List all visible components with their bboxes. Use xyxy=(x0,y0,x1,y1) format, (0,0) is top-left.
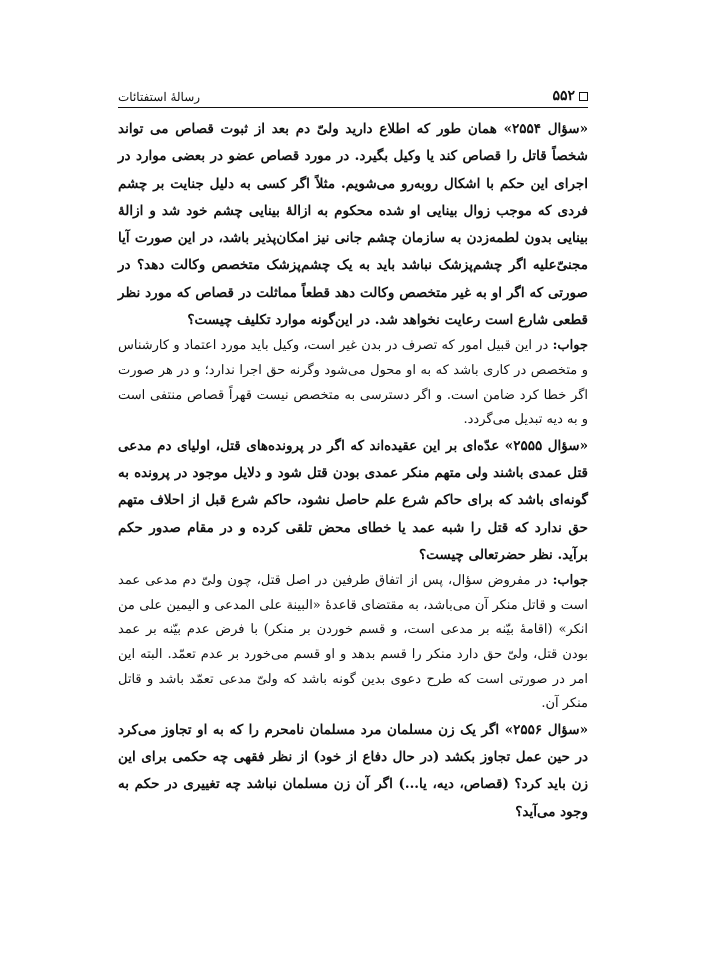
question-label: «سؤال ۲۵۵۴» xyxy=(503,121,589,137)
page-header xyxy=(118,82,588,104)
page-number: ۵۵۲ xyxy=(552,88,575,104)
page-number-group xyxy=(552,88,588,104)
question-text: عدّه‌ای بر این عقیده‌اند که اگر در پرونده‌های قتل، اولیای دم مدعی قتل عمدی باشند ولی متهم منکر عمدی بودن قتل شود و دلایل موجود در پرونده به گونه‌ای باشد که برای حاکم شرع علم حاصل نشود، حاکم شرع قبل از احلاف متهم حق ندارد که قتل را شبه عمد یا خطای محض تلقی کرده و در مقام صدور حکم برآید. نظر حضرتعالی چیست؟ xyxy=(118,437,588,563)
answer-text: در مفروض سؤال، پس از اتفاق طرفین در اصل قتل، چون ولیّ دم مدعی عمد است و قاتل منکر آن می‌باشد، به مقتضای قاعدهٔ «البینة علی المدعی و الیمین علی من انکر» (اقامهٔ بیّنه بر مدعی است، و قسم خوردن بر منکر) با فرض عدم بیّنه بر عمد بودن قتل، ولیّ حق دارد منکر را قسم بدهد و او قسم می‌خورد بر عدم تعمّد. البته این امر در صورتی است که طرح دعوی بدین گونه باشد که ولیّ مدعی تعمّد باشد و قاتل منکر آن. xyxy=(118,573,588,712)
question-2556 xyxy=(118,717,588,826)
question-label: «سؤال ۲۵۵۵» xyxy=(504,437,589,454)
answer-text: در این قبیل امور که تصرف در بدن غیر است، وکیل باید مورد اعتماد و کارشناس و متخصص در کاری باشد که به او محول می‌شود وگرنه حق اجرا ندارد؛ و در هر صورت اگر خطا کرد ضامن است. و اگر دسترسی به متخصص نیست قهراً قصاص منتفی است و به دیه تبدیل می‌گردد. xyxy=(118,338,588,428)
question-label: «سؤال ۲۵۵۶» xyxy=(504,721,589,738)
question-2554 xyxy=(118,116,588,334)
answer-2554 xyxy=(118,334,588,432)
answer-2555 xyxy=(118,569,588,717)
answer-label: جواب: xyxy=(552,338,588,354)
answer-label: جواب: xyxy=(552,573,589,589)
page-body xyxy=(118,116,588,826)
running-title: رسالهٔ استفتائات xyxy=(118,90,201,104)
question-2555 xyxy=(118,433,588,569)
question-text: همان طور که اطلاع دارید ولیّ دم بعد از ثبوت قصاص می تواند شخصاً قاتل را قصاص کند یا وکیل بگیرد. در مورد قصاص عضو در بعضی موارد در اجرای این حکم با اشکال روبه‌رو می‌شویم. مثلاً اگر کسی به دلیل جنایت بر چشم فردی که موجب زوال بینایی او شده محکوم به ازالهٔ بینایی چشم خود شد و ازالهٔ بینایی بدون لطمه‌زدن به سازمان چشم جانی نیز امکان‌پذیر باشد، در این صورت آیا مجنیّ‌علیه اگر چشم‌پزشک نباشد باید به یک چشم‌پزشک متخصص وکالت دهد؟ در صورتی که اگر او به غیر متخصص وکالت دهد قطعاً مماثلت در قصاص که مورد نظر قطعی شارع است رعایت نخواهد شد. در این‌گونه موارد تکلیف چیست؟ xyxy=(118,121,588,329)
header-rule xyxy=(118,107,588,108)
square-bullet-icon xyxy=(579,92,588,101)
question-text: اگر یک زن مسلمان مرد مسلمان نامحرم را که به او تجاوز می‌کرد در حین عمل تجاوز بکشد (در حال دفاع از خود) از نظر فقهی چه حکمی برای این زن باید کرد؟ (قصاص، دیه، یا...) اگر آن زن مسلمان نباشد چه تغییری در حکم به وجود می‌آید؟ xyxy=(118,721,588,820)
